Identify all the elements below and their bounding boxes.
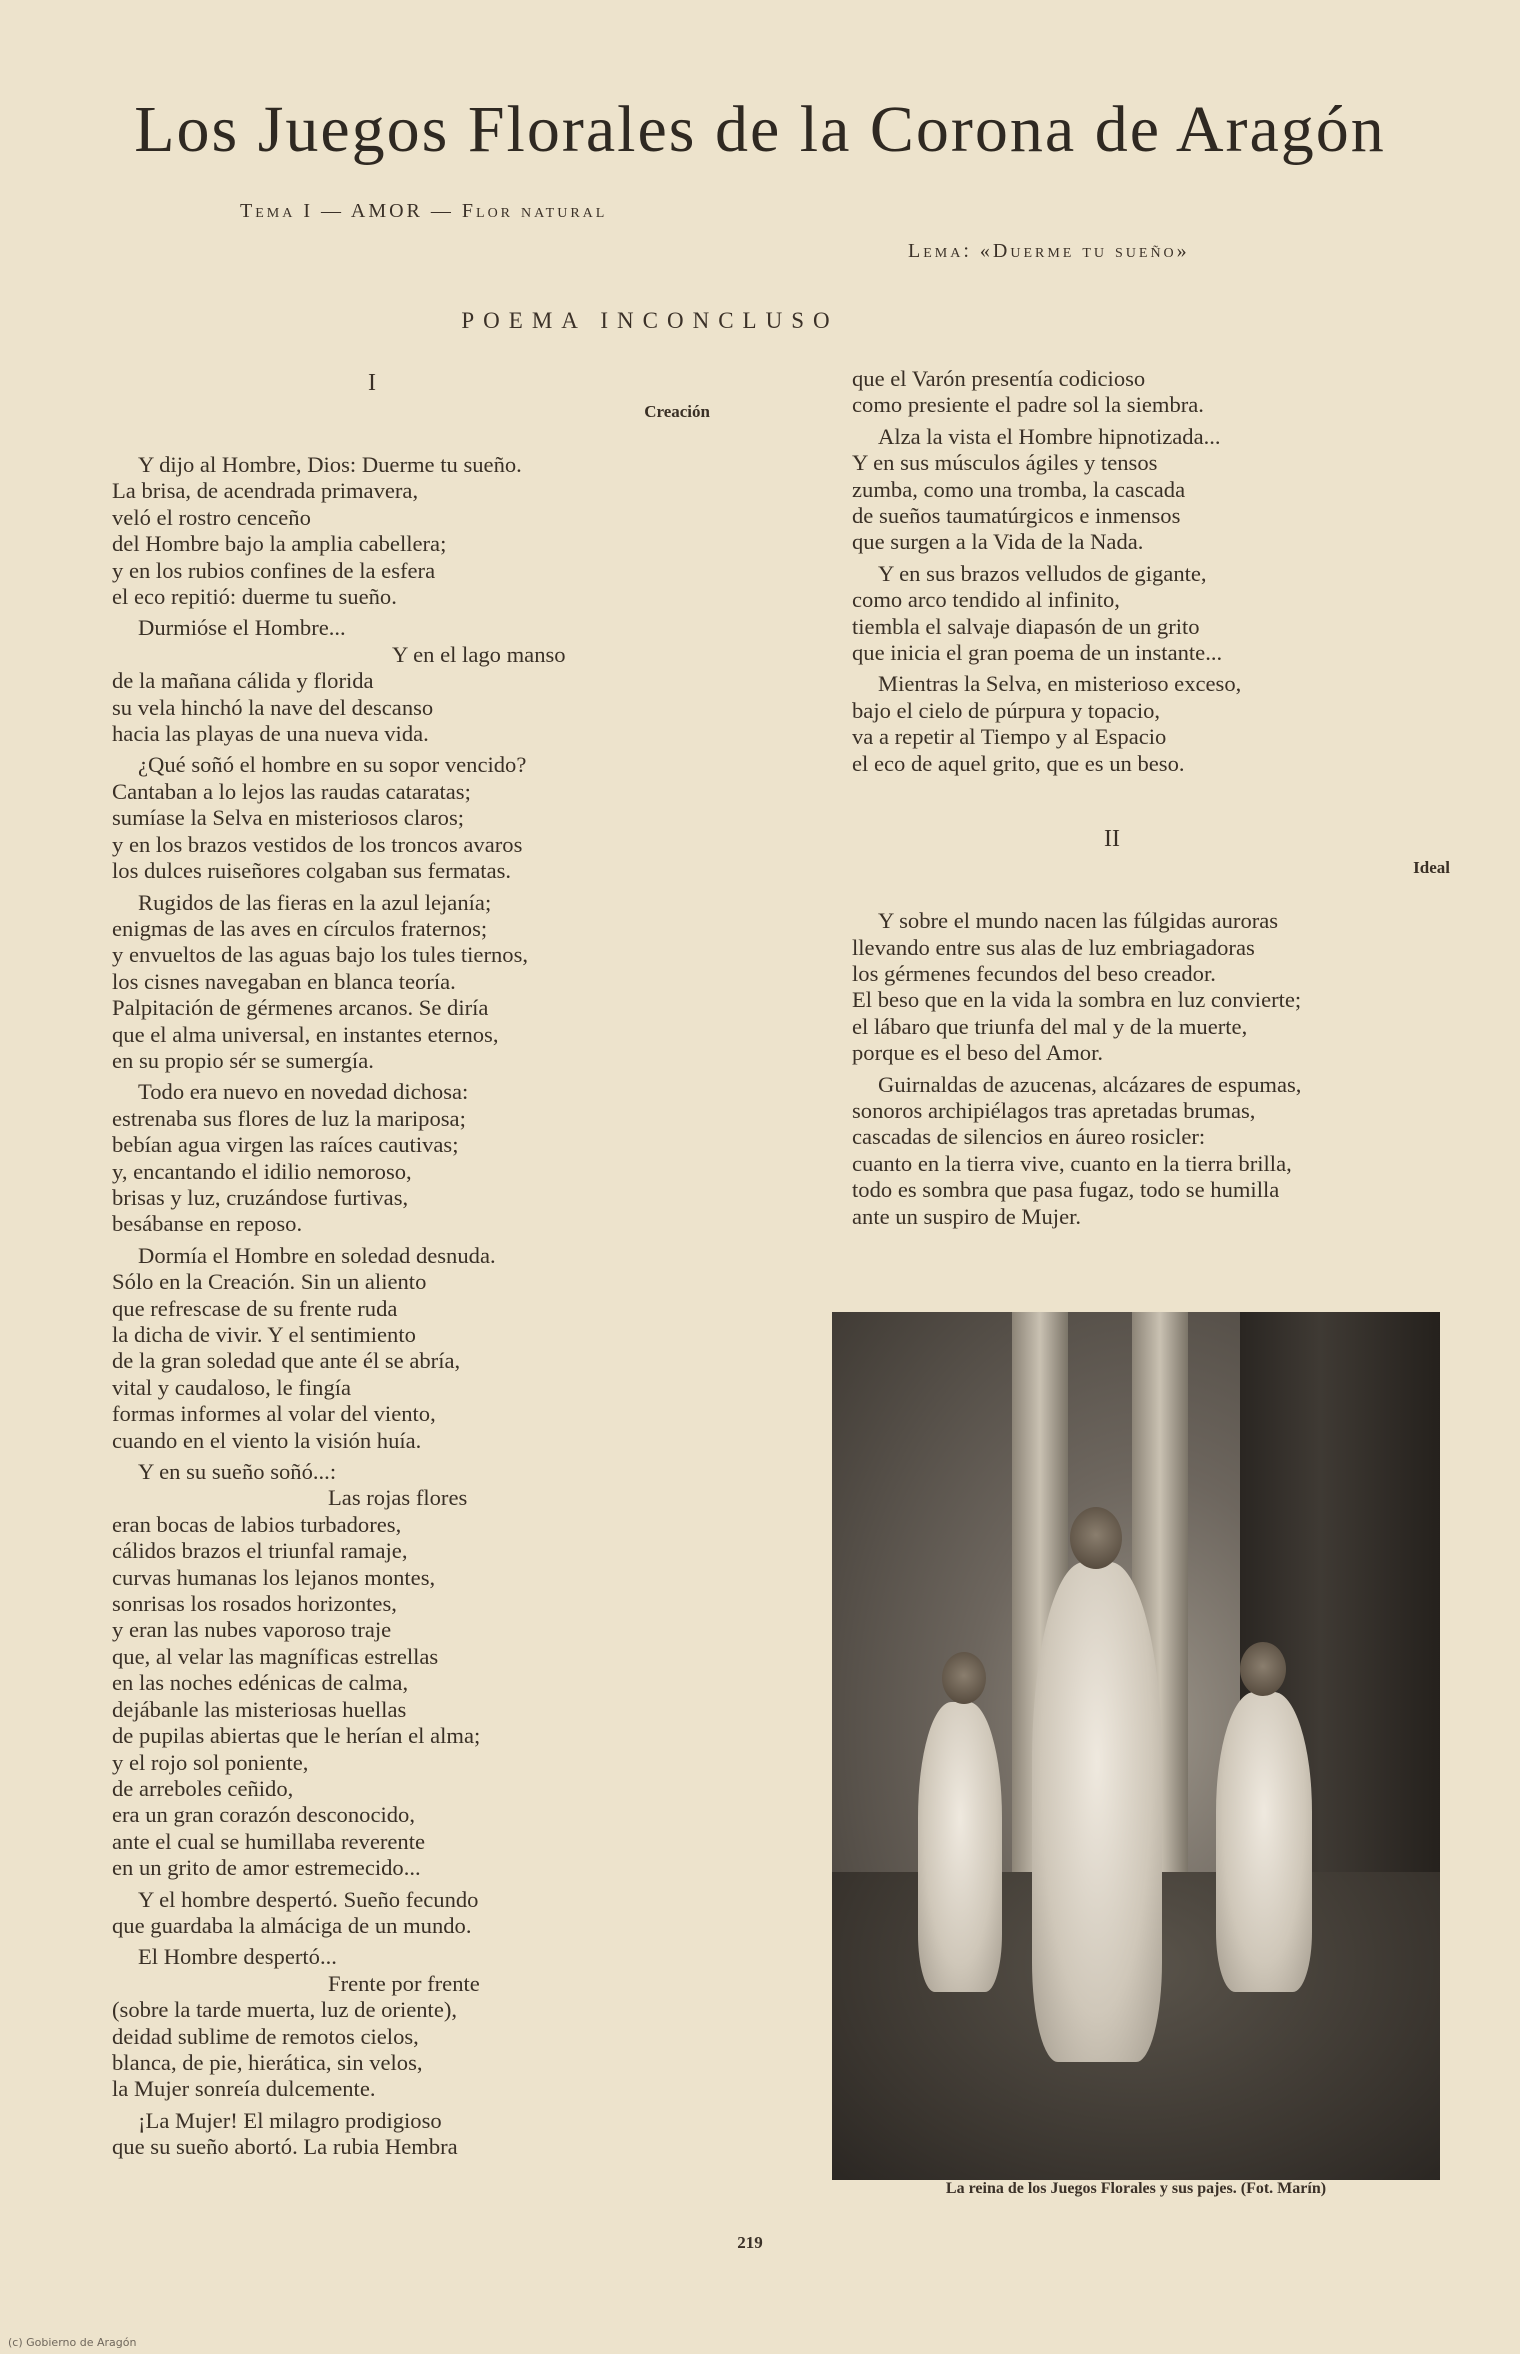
- poem-line: la Mujer sonreía dulcemente.: [112, 2076, 376, 2102]
- poem-line: porque es el beso del Amor.: [852, 1040, 1103, 1066]
- poem-line: ¡La Mujer! El milagro prodigioso: [138, 2107, 442, 2133]
- poem-line: los dulces ruiseñores colgaban sus fermatas.: [112, 858, 512, 884]
- poem-line: y envueltos de las aguas bajo los tules tiernos,: [112, 942, 529, 968]
- stanza: [112, 615, 712, 747]
- poem-line: y eran las nubes vaporoso traje: [112, 1617, 392, 1643]
- poem-line: llevando entre sus alas de luz embriagadoras: [852, 934, 1255, 960]
- poem-line: bebían agua virgen las raíces cautivas;: [112, 1132, 459, 1158]
- poem-line: y en los brazos vestidos de los troncos avaros: [112, 831, 523, 857]
- poem-line: de la mañana cálida y florida: [112, 668, 374, 694]
- photo-queen-and-pages: [832, 1312, 1440, 2180]
- section-number-ii: II: [1104, 826, 1120, 853]
- poem-line: y el rojo sol poniente,: [112, 1749, 309, 1775]
- poem-line: cascadas de silencios en áureo rosicler:: [852, 1124, 1206, 1150]
- stanza: [852, 424, 1412, 556]
- section-subtitle-creacion: Creación: [644, 402, 710, 421]
- poem-line: del Hombre bajo la amplia cabellera;: [112, 531, 447, 557]
- poem-line: Sólo en la Creación. Sin un aliento: [112, 1269, 427, 1295]
- poem-line: los cisnes navegaban en blanca teoría.: [112, 968, 456, 994]
- poem-line: el eco repitió: duerme tu sueño.: [112, 584, 397, 610]
- poem-line: era un gran corazón desconocido,: [112, 1802, 415, 1828]
- poem-line: Y en el lago manso: [392, 641, 566, 667]
- poem-line: blanca, de pie, hierática, sin velos,: [112, 2049, 423, 2075]
- poem-line: curvas humanas los lejanos montes,: [112, 1564, 436, 1590]
- poem-line: vital y caudaloso, le fingía: [112, 1374, 352, 1400]
- photo-page-left: [918, 1702, 1002, 1992]
- poem-line: en un grito de amor estremecido...: [112, 1855, 421, 1881]
- poem-line: tiembla el salvaje diapasón de un grito: [852, 613, 1200, 639]
- poem-line: sonoros archipiélagos tras apretadas brumas,: [852, 1097, 1256, 1123]
- left-stanzas: [112, 452, 712, 2161]
- poem-line: Palpitación de gérmenes arcanos. Se diría: [112, 995, 489, 1021]
- poem-line: Alza la vista el Hombre hipnotizada...: [878, 423, 1221, 449]
- left-column: [112, 368, 712, 2166]
- stanza: [112, 1459, 712, 1882]
- poem-line: como arco tendido al infinito,: [852, 587, 1120, 613]
- poem-line: bajo el cielo de púrpura y topacio,: [852, 697, 1161, 723]
- poem-line: La brisa, de acendrada primavera,: [112, 478, 419, 504]
- photo-queen-head: [1070, 1507, 1122, 1569]
- tema-line: Tema I — AMOR — Flor natural: [240, 200, 608, 222]
- poem-line: Dormía el Hombre en soledad desnuda.: [138, 1242, 496, 1268]
- poem-line: sonrisas los rosados horizontes,: [112, 1591, 397, 1617]
- section-gap: [852, 782, 1412, 826]
- poem-line: Y en sus músculos ágiles y tensos: [852, 450, 1158, 476]
- stanza: [112, 1243, 712, 1454]
- poem-line: besábanse en reposo.: [112, 1211, 303, 1237]
- poem-line: deidad sublime de remotos cielos,: [112, 2023, 419, 2049]
- poem-line: El Hombre despertó...: [138, 1944, 337, 1970]
- poem-line: ante un suspiro de Mujer.: [852, 1203, 1082, 1229]
- poem-line: Y el hombre despertó. Sueño fecundo: [138, 1886, 479, 1912]
- poem-line: que su sueño abortó. La rubia Hembra: [112, 2134, 458, 2160]
- poem-line: Mientras la Selva, en misterioso exceso,: [878, 671, 1242, 697]
- stanza: [852, 1072, 1412, 1230]
- poem-line: eran bocas de labios turbadores,: [112, 1511, 402, 1537]
- poem-line: Y dijo al Hombre, Dios: Duerme tu sueño.: [138, 452, 522, 477]
- poem-line: cálidos brazos el triunfal ramaje,: [112, 1538, 408, 1564]
- poem-line: Frente por frente: [328, 1970, 480, 1996]
- poem-line: zumba, como una tromba, la cascada: [852, 476, 1186, 502]
- poem-line: y en los rubios confines de la esfera: [112, 557, 436, 583]
- poem-line: que el Varón presentía codicioso: [852, 366, 1146, 391]
- right-stanzas-bottom: [852, 908, 1412, 1230]
- poem-line: cuanto en la tierra vive, cuanto en la tierra brilla,: [852, 1150, 1292, 1176]
- photo-queen-figure: [1032, 1562, 1162, 2062]
- poem-line: ante el cual se humillaba reverente: [112, 1828, 426, 1854]
- poem-line: Y sobre el mundo nacen las fúlgidas auroras: [878, 908, 1279, 934]
- poem-line: todo es sombra que pasa fugaz, todo se humilla: [852, 1177, 1280, 1203]
- poem-line: brisas y luz, cruzándose furtivas,: [112, 1184, 409, 1210]
- page-title: Los Juegos Florales de la Corona de Aragón: [134, 93, 1386, 166]
- photo-page-right: [1216, 1692, 1312, 1992]
- stanza: [852, 908, 1412, 1066]
- poem-line: Y en su sueño soñó...:: [138, 1459, 337, 1485]
- poem-line: va a repetir al Tiempo y al Espacio: [852, 724, 1167, 750]
- poem-line: Las rojas flores: [328, 1485, 468, 1511]
- poem-line: Y en sus brazos velludos de gigante,: [878, 560, 1207, 586]
- poem-line: estrenaba sus flores de luz la mariposa;: [112, 1105, 466, 1131]
- stanza: [112, 752, 712, 884]
- poem-line: que surgen a la Vida de la Nada.: [852, 529, 1144, 555]
- section-number-i: I: [368, 370, 376, 396]
- poem-line: Rugidos de las fieras en la azul lejanía;: [138, 889, 492, 915]
- page-number: 219: [737, 2233, 763, 2252]
- poem-line: formas informes al volar del viento,: [112, 1401, 436, 1427]
- poem-line: la dicha de vivir. Y el sentimiento: [112, 1322, 416, 1347]
- poem-line: cuando en el viento la visión huía.: [112, 1427, 422, 1453]
- poem-line: que refrescase de su frente ruda: [112, 1295, 398, 1321]
- poem-line: (sobre la tarde muerta, luz de oriente),: [112, 1997, 458, 2023]
- poem-line: su vela hinchó la nave del descanso: [112, 694, 434, 720]
- right-column: [852, 366, 1450, 1235]
- poem-line: de sueños taumatúrgicos e inmensos: [852, 503, 1181, 529]
- right-stanzas-top: [852, 366, 1412, 777]
- stanza: [852, 366, 1412, 419]
- poem-line: Guirnaldas de azucenas, alcázares de espumas,: [878, 1071, 1302, 1097]
- stanza: [112, 452, 712, 610]
- stanza: [852, 561, 1412, 667]
- poem-line: y, encantando el idilio nemoroso,: [112, 1158, 412, 1184]
- stanza: [112, 1079, 712, 1237]
- poem-line: que el alma universal, en instantes eternos,: [112, 1021, 499, 1047]
- poem-line: Todo era nuevo en novedad dichosa:: [138, 1079, 469, 1105]
- poem-line: en su propio sér se sumergía.: [112, 1047, 374, 1073]
- poem-line: que guardaba la almáciga de un mundo.: [112, 1912, 472, 1938]
- poem-line: en las noches edénicas de calma,: [112, 1670, 409, 1696]
- poem-line: veló el rostro cenceño: [112, 504, 311, 530]
- poem-line: El beso que en la vida la sombra en luz convierte;: [852, 987, 1302, 1013]
- poem-line: que, al velar las magníficas estrellas: [112, 1643, 439, 1669]
- section-subtitle-ideal: Ideal: [1413, 858, 1450, 878]
- poem-line: ¿Qué soñó el hombre en su sopor vencido?: [138, 752, 527, 778]
- stanza: [852, 671, 1412, 777]
- poem-line: Durmióse el Hombre...: [138, 615, 346, 641]
- stanza: [112, 1944, 712, 2102]
- poem-title: POEMA INCONCLUSO: [461, 308, 839, 333]
- poem-line: hacia las playas de una nueva vida.: [112, 721, 429, 747]
- poem-line: los gérmenes fecundos del beso creador.: [852, 960, 1216, 986]
- stanza: [112, 1887, 712, 1940]
- poem-line: de la gran soledad que ante él se abría,: [112, 1348, 461, 1374]
- poem-line: de pupilas abiertas que le herían el alma;: [112, 1723, 481, 1749]
- copyright-notice: (c) Gobierno de Aragón: [8, 2336, 137, 2349]
- poem-line: de arreboles ceñido,: [112, 1775, 294, 1801]
- stanza: [112, 2108, 712, 2161]
- photo-caption: La reina de los Juegos Florales y sus pajes. (Fot. Marín): [945, 2180, 1327, 2197]
- poem-line: que inicia el gran poema de un instante...: [852, 640, 1223, 666]
- photo-page-right-head: [1240, 1642, 1286, 1696]
- poem-line: como presiente el padre sol la siembra.: [852, 392, 1204, 418]
- poem-line: sumíase la Selva en misteriosos claros;: [112, 805, 465, 831]
- lema-line: Lema: «Duerme tu sueño»: [908, 240, 1190, 262]
- poem-line: Cantaban a lo lejos las raudas cataratas;: [112, 778, 471, 804]
- poem-line: el lábaro que triunfa del mal y de la muerte,: [852, 1013, 1248, 1039]
- poem-line: dejábanle las misteriosas huellas: [112, 1696, 407, 1722]
- poem-line: enigmas de las aves en círculos fraternos;: [112, 915, 488, 941]
- poem-line: el eco de aquel grito, que es un beso.: [852, 750, 1185, 776]
- stanza: [112, 890, 712, 1075]
- photo-page-left-head: [942, 1652, 986, 1704]
